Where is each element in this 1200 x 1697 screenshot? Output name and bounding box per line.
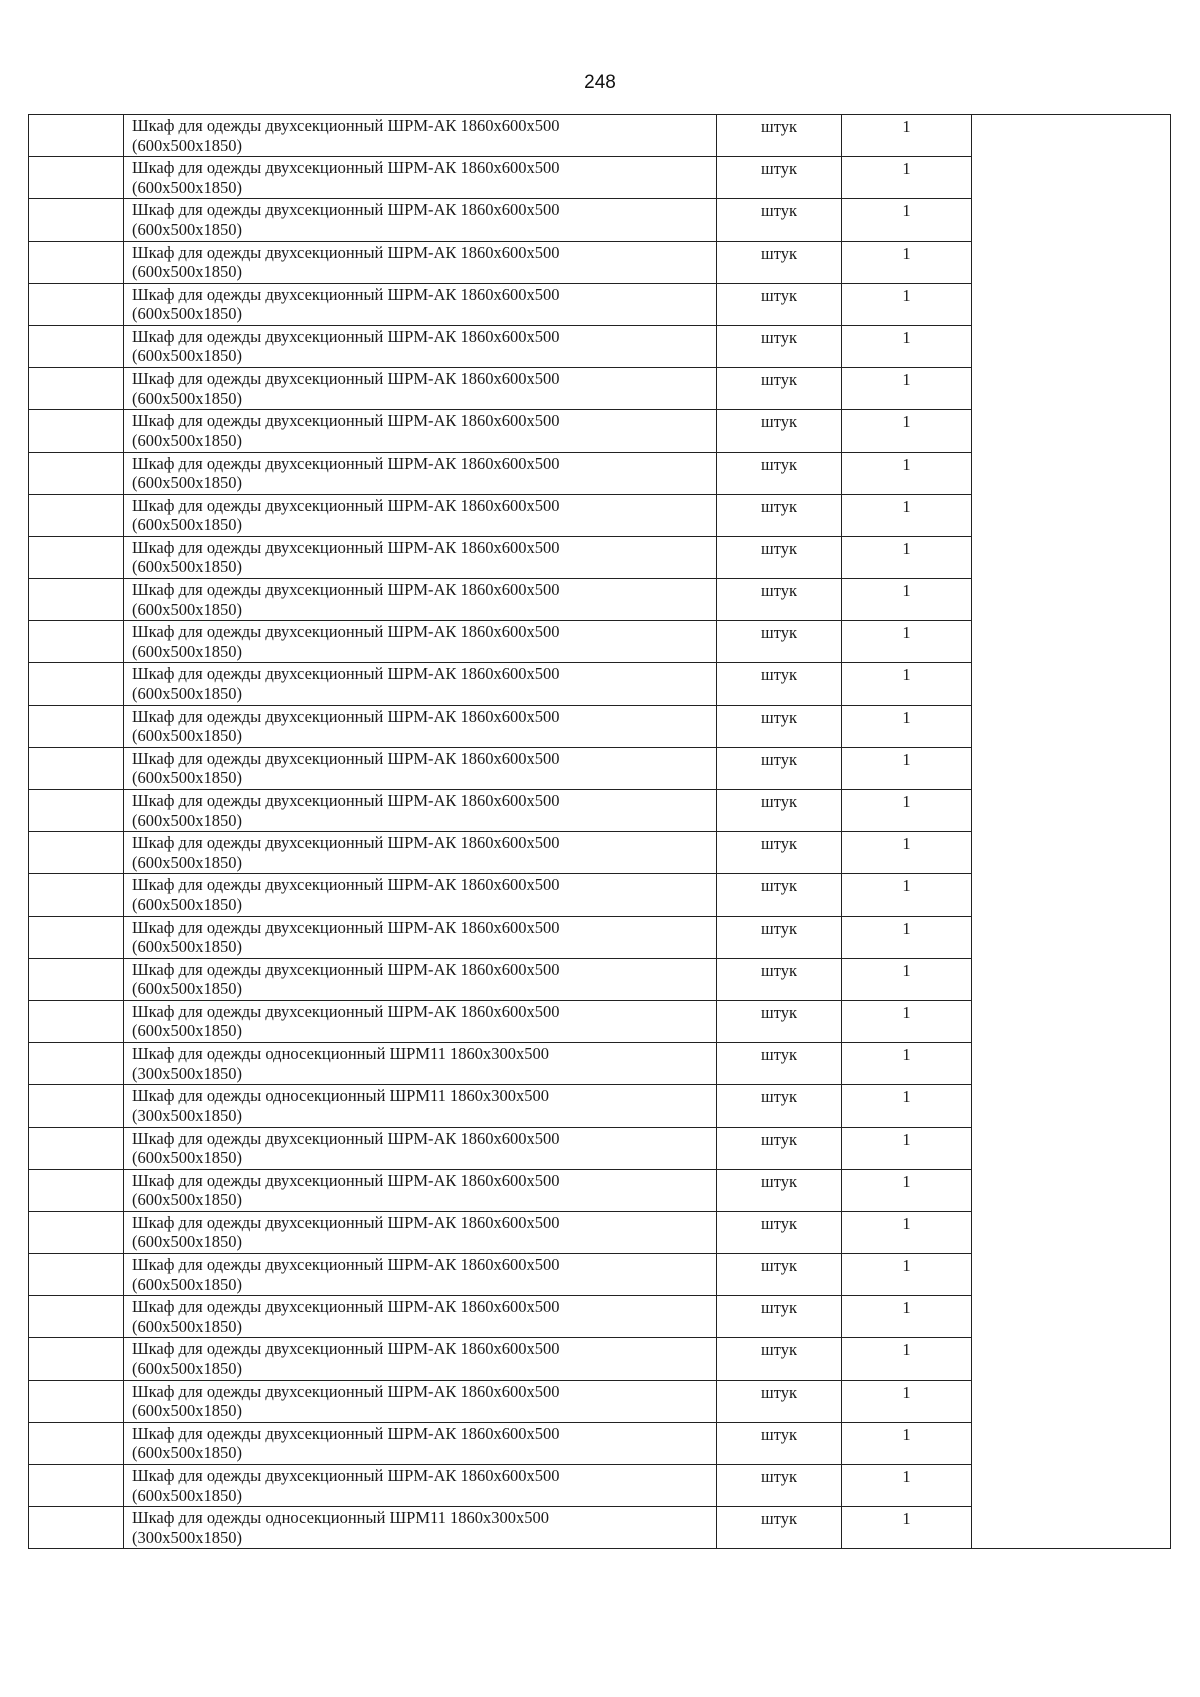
unit-cell: штук <box>717 579 842 621</box>
unit-cell: штук <box>717 1085 842 1127</box>
quantity-cell: 1 <box>842 199 972 241</box>
quantity-cell: 1 <box>842 747 972 789</box>
quantity-cell: 1 <box>842 494 972 536</box>
item-name-cell: Шкаф для одежды двухсекционный ШРМ-АК 1860х600х500 (600х500х1850) <box>124 368 717 410</box>
quantity-cell: 1 <box>842 790 972 832</box>
unit-cell: штук <box>717 1211 842 1253</box>
item-name-cell: Шкаф для одежды двухсекционный ШРМ-АК 1860х600х500 (600х500х1850) <box>124 790 717 832</box>
unit-cell: штук <box>717 157 842 199</box>
quantity-cell: 1 <box>842 452 972 494</box>
item-name-cell: Шкаф для одежды двухсекционный ШРМ-АК 1860х600х500 (600х500х1850) <box>124 916 717 958</box>
row-number-cell <box>29 1043 124 1085</box>
item-name-cell: Шкаф для одежды двухсекционный ШРМ-АК 1860х600х500 (600х500х1850) <box>124 705 717 747</box>
item-name-cell: Шкаф для одежды двухсекционный ШРМ-АК 1860х600х500 (600х500х1850) <box>124 579 717 621</box>
item-name-cell: Шкаф для одежды двухсекционный ШРМ-АК 1860х600х500 (600х500х1850) <box>124 1169 717 1211</box>
item-name-cell: Шкаф для одежды двухсекционный ШРМ-АК 1860х600х500 (600х500х1850) <box>124 1380 717 1422</box>
quantity-cell: 1 <box>842 1127 972 1169</box>
quantity-cell: 1 <box>842 1465 972 1507</box>
quantity-cell: 1 <box>842 241 972 283</box>
item-name-cell: Шкаф для одежды двухсекционный ШРМ-АК 1860х600х500 (600х500х1850) <box>124 494 717 536</box>
item-name-cell: Шкаф для одежды двухсекционный ШРМ-АК 1860х600х500 (600х500х1850) <box>124 621 717 663</box>
item-name-cell: Шкаф для одежды двухсекционный ШРМ-АК 1860х600х500 (600х500х1850) <box>124 536 717 578</box>
quantity-cell: 1 <box>842 663 972 705</box>
row-number-cell <box>29 705 124 747</box>
quantity-cell: 1 <box>842 1169 972 1211</box>
item-name-cell: Шкаф для одежды двухсекционный ШРМ-АК 1860х600х500 (600х500х1850) <box>124 199 717 241</box>
unit-cell: штук <box>717 325 842 367</box>
row-number-cell <box>29 579 124 621</box>
item-name-cell: Шкаф для одежды двухсекционный ШРМ-АК 1860х600х500 (600х500х1850) <box>124 452 717 494</box>
row-number-cell <box>29 1422 124 1464</box>
item-name-cell: Шкаф для одежды двухсекционный ШРМ-АК 1860х600х500 (600х500х1850) <box>124 325 717 367</box>
item-name-cell: Шкаф для одежды односекционный ШРМ11 1860х300х500 (300х500х1850) <box>124 1085 717 1127</box>
row-number-cell <box>29 536 124 578</box>
quantity-cell: 1 <box>842 621 972 663</box>
quantity-cell: 1 <box>842 1043 972 1085</box>
unit-cell: штук <box>717 536 842 578</box>
item-name-cell: Шкаф для одежды двухсекционный ШРМ-АК 1860х600х500 (600х500х1850) <box>124 1211 717 1253</box>
unit-cell: штук <box>717 916 842 958</box>
row-number-cell <box>29 916 124 958</box>
unit-cell: штук <box>717 790 842 832</box>
unit-cell: штук <box>717 115 842 157</box>
item-name-cell: Шкаф для одежды двухсекционный ШРМ-АК 1860х600х500 (600х500х1850) <box>124 1127 717 1169</box>
row-number-cell <box>29 368 124 410</box>
item-name-cell: Шкаф для одежды двухсекционный ШРМ-АК 1860х600х500 (600х500х1850) <box>124 1338 717 1380</box>
row-number-cell <box>29 1465 124 1507</box>
quantity-cell: 1 <box>842 1338 972 1380</box>
item-name-cell: Шкаф для одежды двухсекционный ШРМ-АК 1860х600х500 (600х500х1850) <box>124 747 717 789</box>
unit-cell: штук <box>717 283 842 325</box>
quantity-cell: 1 <box>842 874 972 916</box>
item-name-cell: Шкаф для одежды двухсекционный ШРМ-АК 1860х600х500 (600х500х1850) <box>124 283 717 325</box>
unit-cell: штук <box>717 241 842 283</box>
page-number: 248 <box>584 72 616 93</box>
row-number-cell <box>29 325 124 367</box>
unit-cell: штук <box>717 1296 842 1338</box>
table-body <box>29 115 1171 1549</box>
quantity-cell: 1 <box>842 157 972 199</box>
unit-cell: штук <box>717 1380 842 1422</box>
quantity-cell: 1 <box>842 1254 972 1296</box>
row-number-cell <box>29 1000 124 1042</box>
unit-cell: штук <box>717 1465 842 1507</box>
quantity-cell: 1 <box>842 1296 972 1338</box>
row-number-cell <box>29 1169 124 1211</box>
unit-cell: штук <box>717 705 842 747</box>
item-name-cell: Шкаф для одежды двухсекционный ШРМ-АК 1860х600х500 (600х500х1850) <box>124 874 717 916</box>
row-number-cell <box>29 747 124 789</box>
quantity-cell: 1 <box>842 1507 972 1549</box>
item-name-cell: Шкаф для одежды двухсекционный ШРМ-АК 1860х600х500 (600х500х1850) <box>124 1465 717 1507</box>
quantity-cell: 1 <box>842 916 972 958</box>
inventory-table <box>28 114 1171 1549</box>
item-name-cell: Шкаф для одежды двухсекционный ШРМ-АК 1860х600х500 (600х500х1850) <box>124 115 717 157</box>
unit-cell: штук <box>717 621 842 663</box>
unit-cell: штук <box>717 368 842 410</box>
row-number-cell <box>29 1127 124 1169</box>
row-number-cell <box>29 958 124 1000</box>
unit-cell: штук <box>717 1127 842 1169</box>
unit-cell: штук <box>717 1000 842 1042</box>
row-number-cell <box>29 494 124 536</box>
unit-cell: штук <box>717 199 842 241</box>
quantity-cell: 1 <box>842 325 972 367</box>
row-number-cell <box>29 874 124 916</box>
notes-cell <box>972 115 1171 1549</box>
unit-cell: штук <box>717 452 842 494</box>
item-name-cell: Шкаф для одежды двухсекционный ШРМ-АК 1860х600х500 (600х500х1850) <box>124 157 717 199</box>
row-number-cell <box>29 1085 124 1127</box>
unit-cell: штук <box>717 663 842 705</box>
item-name-cell: Шкаф для одежды односекционный ШРМ11 1860х300х500 (300х500х1850) <box>124 1507 717 1549</box>
quantity-cell: 1 <box>842 536 972 578</box>
unit-cell: штук <box>717 832 842 874</box>
row-number-cell <box>29 283 124 325</box>
unit-cell: штук <box>717 410 842 452</box>
unit-cell: штук <box>717 494 842 536</box>
quantity-cell: 1 <box>842 115 972 157</box>
item-name-cell: Шкаф для одежды двухсекционный ШРМ-АК 1860х600х500 (600х500х1850) <box>124 1000 717 1042</box>
row-number-cell <box>29 1507 124 1549</box>
unit-cell: штук <box>717 1507 842 1549</box>
row-number-cell <box>29 199 124 241</box>
row-number-cell <box>29 1296 124 1338</box>
table-row <box>29 115 1171 157</box>
item-name-cell: Шкаф для одежды двухсекционный ШРМ-АК 1860х600х500 (600х500х1850) <box>124 1296 717 1338</box>
quantity-cell: 1 <box>842 1000 972 1042</box>
row-number-cell <box>29 115 124 157</box>
unit-cell: штук <box>717 747 842 789</box>
row-number-cell <box>29 1254 124 1296</box>
row-number-cell <box>29 241 124 283</box>
quantity-cell: 1 <box>842 1211 972 1253</box>
unit-cell: штук <box>717 1254 842 1296</box>
quantity-cell: 1 <box>842 579 972 621</box>
quantity-cell: 1 <box>842 1380 972 1422</box>
unit-cell: штук <box>717 1338 842 1380</box>
quantity-cell: 1 <box>842 1085 972 1127</box>
item-name-cell: Шкаф для одежды двухсекционный ШРМ-АК 1860х600х500 (600х500х1850) <box>124 958 717 1000</box>
quantity-cell: 1 <box>842 1422 972 1464</box>
item-name-cell: Шкаф для одежды двухсекционный ШРМ-АК 1860х600х500 (600х500х1850) <box>124 663 717 705</box>
item-name-cell: Шкаф для одежды двухсекционный ШРМ-АК 1860х600х500 (600х500х1850) <box>124 832 717 874</box>
unit-cell: штук <box>717 1422 842 1464</box>
row-number-cell <box>29 832 124 874</box>
quantity-cell: 1 <box>842 832 972 874</box>
row-number-cell <box>29 157 124 199</box>
row-number-cell <box>29 1338 124 1380</box>
unit-cell: штук <box>717 958 842 1000</box>
row-number-cell <box>29 790 124 832</box>
quantity-cell: 1 <box>842 410 972 452</box>
row-number-cell <box>29 1211 124 1253</box>
quantity-cell: 1 <box>842 368 972 410</box>
row-number-cell <box>29 663 124 705</box>
unit-cell: штук <box>717 1169 842 1211</box>
quantity-cell: 1 <box>842 283 972 325</box>
quantity-cell: 1 <box>842 958 972 1000</box>
row-number-cell <box>29 621 124 663</box>
item-name-cell: Шкаф для одежды двухсекционный ШРМ-АК 1860х600х500 (600х500х1850) <box>124 241 717 283</box>
row-number-cell <box>29 1380 124 1422</box>
item-name-cell: Шкаф для одежды двухсекционный ШРМ-АК 1860х600х500 (600х500х1850) <box>124 1422 717 1464</box>
unit-cell: штук <box>717 874 842 916</box>
item-name-cell: Шкаф для одежды двухсекционный ШРМ-АК 1860х600х500 (600х500х1850) <box>124 1254 717 1296</box>
item-name-cell: Шкаф для одежды двухсекционный ШРМ-АК 1860х600х500 (600х500х1850) <box>124 410 717 452</box>
unit-cell: штук <box>717 1043 842 1085</box>
row-number-cell <box>29 452 124 494</box>
item-name-cell: Шкаф для одежды односекционный ШРМ11 1860х300х500 (300х500х1850) <box>124 1043 717 1085</box>
quantity-cell: 1 <box>842 705 972 747</box>
row-number-cell <box>29 410 124 452</box>
